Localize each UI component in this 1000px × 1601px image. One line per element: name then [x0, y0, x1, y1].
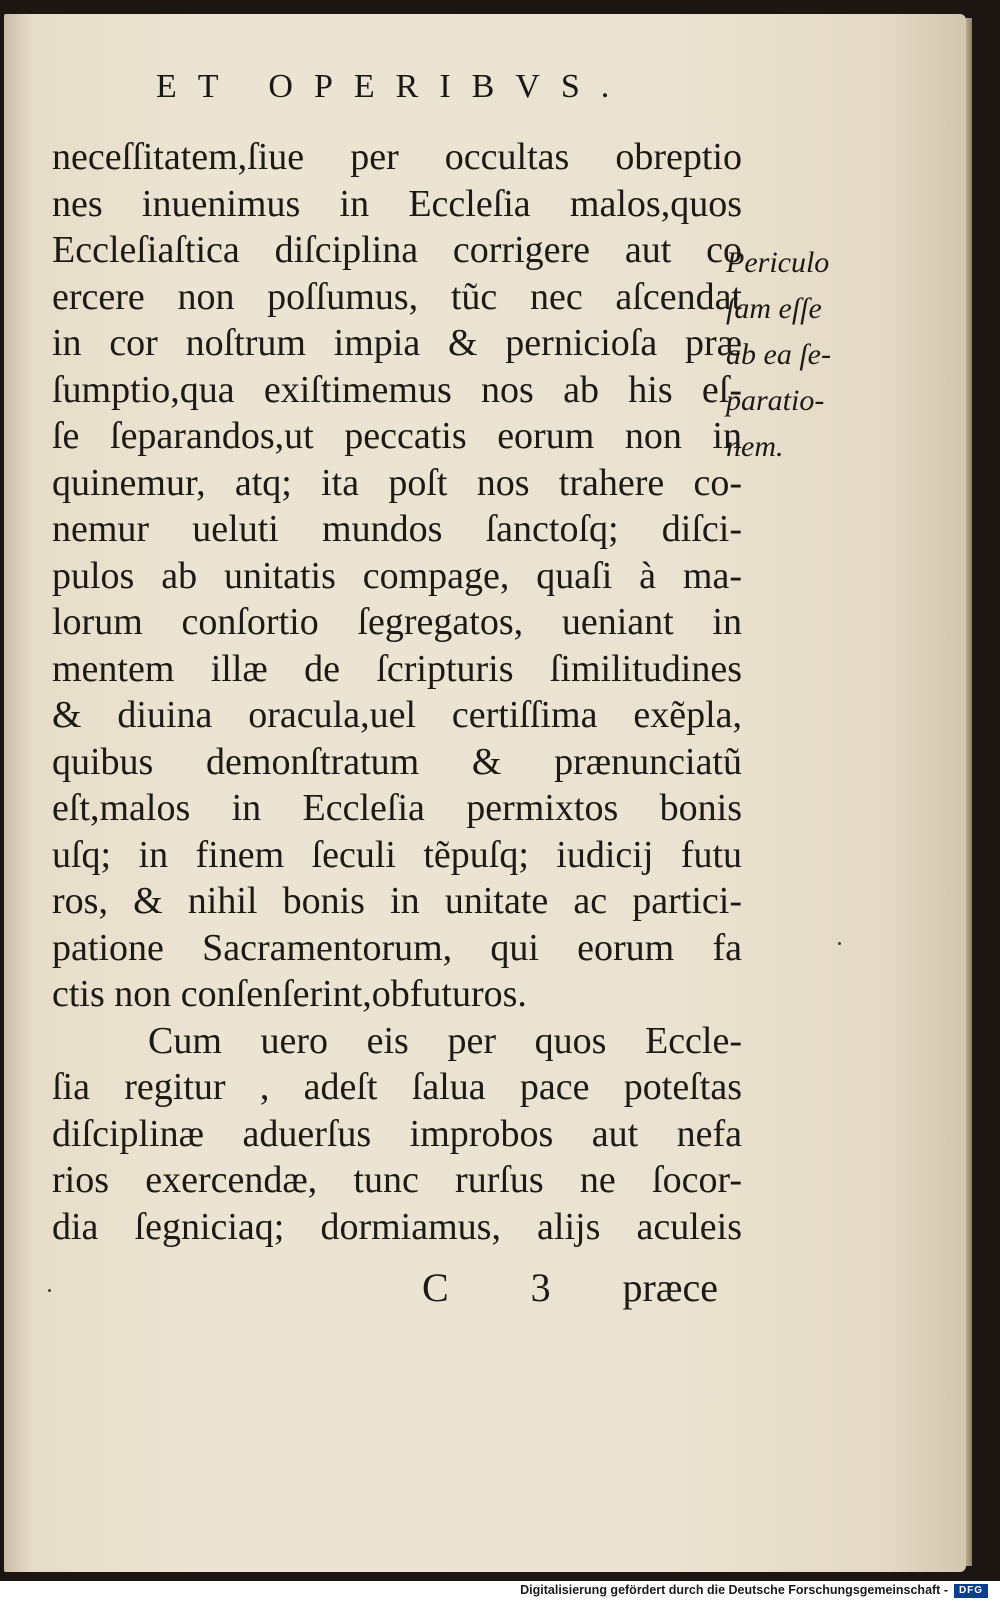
- text-line: ſia regitur , adeſt ſalua pace poteſtas: [52, 1066, 742, 1108]
- text-line: dia ſegniciaq; dormiamus, alijs aculeis: [52, 1205, 742, 1248]
- text-line: ros, & nihil bonis in unitate ac partici-: [52, 880, 742, 922]
- text-line: Cum uero eis per quos Eccle-: [148, 1019, 742, 1062]
- footer-bar: [0, 1581, 1000, 1601]
- text-line: eſt,malos in Eccleſia permixtos bonis: [52, 787, 742, 829]
- text-line: in cor noſtrum impia & pernicioſa præ: [52, 322, 742, 364]
- text-line: pulos ab unitatis compage, quaſi à ma-: [52, 554, 742, 597]
- dfg-logo: DFG: [954, 1584, 988, 1598]
- text-line: quibus demonſtratum & prænunciatũ: [52, 740, 742, 783]
- funding-credit: Digitalisierung gefördert durch die Deutsche Forschungsgemeinschaft -: [520, 1583, 948, 1597]
- text-line: ſe ſeparandos,ut peccatis eorum non in: [52, 415, 742, 457]
- marginal-note-line: Periculo: [726, 246, 830, 279]
- book-page: [4, 14, 966, 1572]
- text-line: quinemur, atq; ita poſt nos trahere co-: [52, 461, 742, 504]
- signature-line: [422, 1264, 718, 1320]
- catchword: præce: [622, 1265, 718, 1310]
- text-line: ſumptio,qua exiſtimemus nos ab his eſ-: [52, 368, 742, 411]
- text-line: uſq; in finem ſeculi tẽpuſq; iudicij futu: [52, 833, 742, 876]
- marginal-note: [726, 240, 858, 470]
- text-line: ercere non poſſumus, tũc nec aſcendat: [52, 275, 742, 318]
- marginal-note-line: ab ea ſe-: [726, 338, 831, 371]
- text-line: patione Sacramentorum, qui eorum fa: [52, 926, 742, 969]
- text-line: lorum conſortio ſegregatos, ueniant in: [52, 601, 742, 643]
- page-edge: [966, 18, 972, 1566]
- text-line: nemur ueluti mundos ſanctoſq; diſci-: [52, 508, 742, 550]
- marginal-note-line: ſam eſſe: [726, 292, 822, 325]
- marginal-note-line: nem.: [726, 430, 784, 463]
- signature-mark: C 3: [422, 1265, 587, 1310]
- running-head: ET OPERIBVS.: [156, 68, 631, 105]
- text-line: Eccleſiaſtica diſciplina corrigere aut co: [52, 229, 742, 271]
- ink-speck: [48, 1289, 51, 1292]
- text-line: nes inuenimus in Eccleſia malos,quos: [52, 182, 742, 225]
- text-line: diſciplinæ aduerſus improbos aut nefa: [52, 1112, 742, 1155]
- text-line: mentem illæ de ſcripturis ſimilitudines: [52, 647, 742, 690]
- ink-speck: [838, 942, 841, 945]
- marginal-note-line: paratio-: [726, 384, 825, 417]
- text-line: rios exercendæ, tunc rurſus ne ſocor-: [52, 1159, 742, 1201]
- text-line: neceſſitatem,ſiue per occultas obreptio: [52, 136, 742, 178]
- body-text: [52, 134, 742, 1250]
- text-line: & diuina oracula,uel certiſſima exẽpla,: [52, 694, 742, 736]
- text-line: ctis non conſenſerint,obfuturos.: [52, 973, 527, 1015]
